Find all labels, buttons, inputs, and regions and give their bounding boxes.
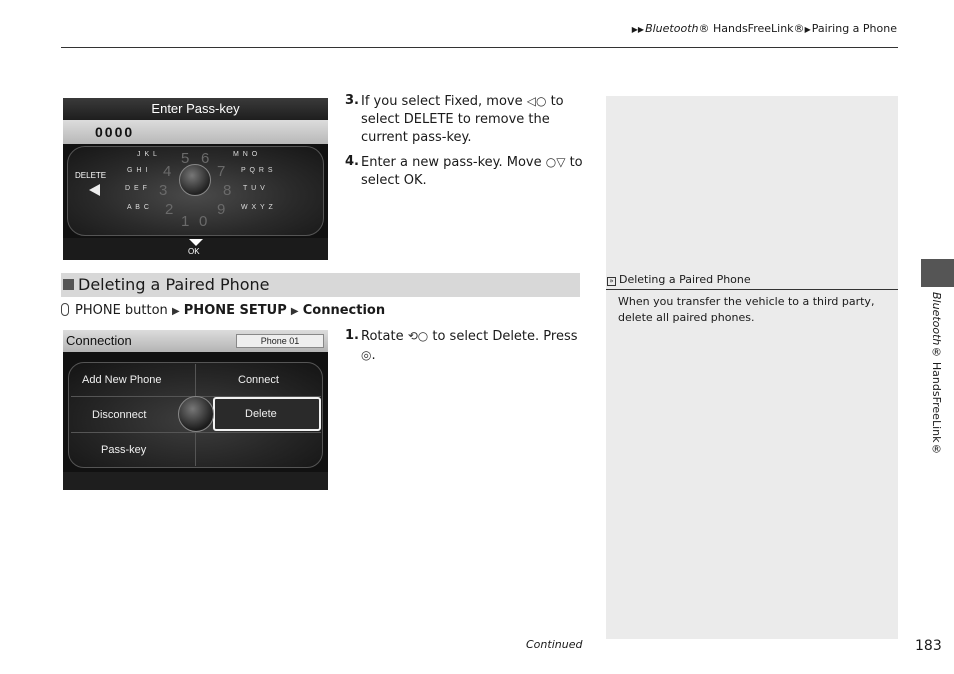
step-number: 1. [345,328,359,343]
step-number: 3. [345,93,359,108]
note-body: When you transfer the vehicle to a third party, delete all paired phones. [618,295,875,324]
dial-press-icon: ◎ [361,348,372,362]
section-title: Deleting a Paired Phone [78,275,270,294]
breadcrumb-bluetooth: Bluetooth [645,22,699,35]
home-button-icon [61,303,69,316]
path-step: Connection [302,303,386,318]
phone-badge: Phone 01 [236,334,324,348]
step-3 [345,92,585,147]
keypad-letters: J K L [137,151,158,158]
step-text: . [422,173,427,188]
keypad-digit: 9 [217,201,226,218]
step-text: . Press [535,329,578,344]
note-title: Deleting a Paired Phone [619,273,751,286]
dial-move-left-icon: ◁○ [526,94,547,108]
dial-rotate-icon: ⟲○ [407,329,429,343]
continued-label: Continued [526,638,583,651]
keypad-letters: D E F [125,185,148,192]
step-text: If you select [361,94,445,109]
menu-item-delete: Delete [245,408,277,420]
keypad-digit: 1 [181,213,190,230]
step-keyword: Delete [492,329,536,344]
header-rule [61,47,898,48]
breadcrumb-handsfreelink: ® HandsFreeLink® [698,22,805,35]
step-text: Enter a new pass-key. Move [361,155,546,170]
connection-screen-title: Connection [66,333,132,348]
step-text: to remove the current pass-key. [361,112,550,145]
section-heading [61,273,580,297]
breadcrumb-pairing: Pairing a Phone [811,22,897,35]
keypad-letters: T U V [243,185,266,192]
step-text: to select [361,94,564,127]
notes-sidebar [606,96,898,639]
step-number: 4. [345,154,359,169]
breadcrumb [632,22,897,35]
screen-bottom-bar [63,472,328,490]
page-number: 183 [915,638,942,654]
steps-passkey [345,92,585,196]
interface-dial-knob [178,396,214,432]
arrow-left-icon [89,184,100,196]
keypad-letters: W X Y Z [241,204,274,211]
menu-item-pass-key: Pass-key [101,444,147,456]
triangle-right-icon: ▶ [290,306,299,317]
step-text: . [371,348,376,363]
menu-divider [71,432,321,433]
keypad-digit: 7 [217,163,226,180]
path-step: PHONE SETUP [183,303,287,318]
chapter-label [930,292,943,455]
menu-item-disconnect: Disconnect [92,409,147,421]
keypad-digit: 0 [199,213,208,230]
keypad-letters: P Q R S [241,167,274,174]
chapter-tab [921,259,954,287]
step-text: to select [428,329,493,344]
chapter-label-rest: ® HandsFreeLink® [930,345,943,456]
keypad-digit: 8 [223,182,232,199]
keypad-digit: 2 [165,201,174,218]
keypad-letters: M N O [233,151,259,158]
note-heading [606,272,898,290]
menu-path [61,303,385,320]
step-text: Rotate [361,329,408,344]
chapter-label-bluetooth: Bluetooth [930,292,943,346]
ok-label: OK [188,247,200,256]
passkey-screenshot [63,98,328,260]
keypad-letters: A B C [127,204,150,211]
arrow-down-icon [189,239,203,246]
keypad-digit: 6 [201,150,210,167]
keypad-digit: 5 [181,150,190,167]
triangle-right-icon: ▶ [171,306,180,317]
connection-screenshot [63,330,328,490]
interface-dial-knob [179,164,211,196]
passkey-screen-title: Enter Pass-key [63,98,328,120]
path-start: PHONE button [75,303,168,318]
note-arrow-icon: » [607,277,616,286]
delete-label: DELETE [75,171,107,180]
keypad-letters: G H I [127,167,149,174]
steps-delete [345,327,585,371]
keypad-digit: 4 [163,163,172,180]
dial-move-down-icon: ○▽ [545,155,566,169]
step-text: , move [478,94,527,109]
step-1 [345,327,585,365]
triangle-right-icon: ▶ [804,25,811,34]
step-4 [345,153,585,190]
square-bullet-icon [63,279,74,290]
keypad-digit: 3 [159,182,168,199]
menu-item-connect: Connect [238,374,279,386]
step-keyword: DELETE [403,112,454,127]
passkey-entry-value: 0000 [63,120,328,144]
menu-item-add-new-phone: Add New Phone [82,374,162,386]
step-text: to select [361,155,583,188]
triangle-right-icon: ▶▶ [631,25,645,34]
step-keyword: OK [403,173,423,188]
step-keyword: Fixed [444,94,479,109]
